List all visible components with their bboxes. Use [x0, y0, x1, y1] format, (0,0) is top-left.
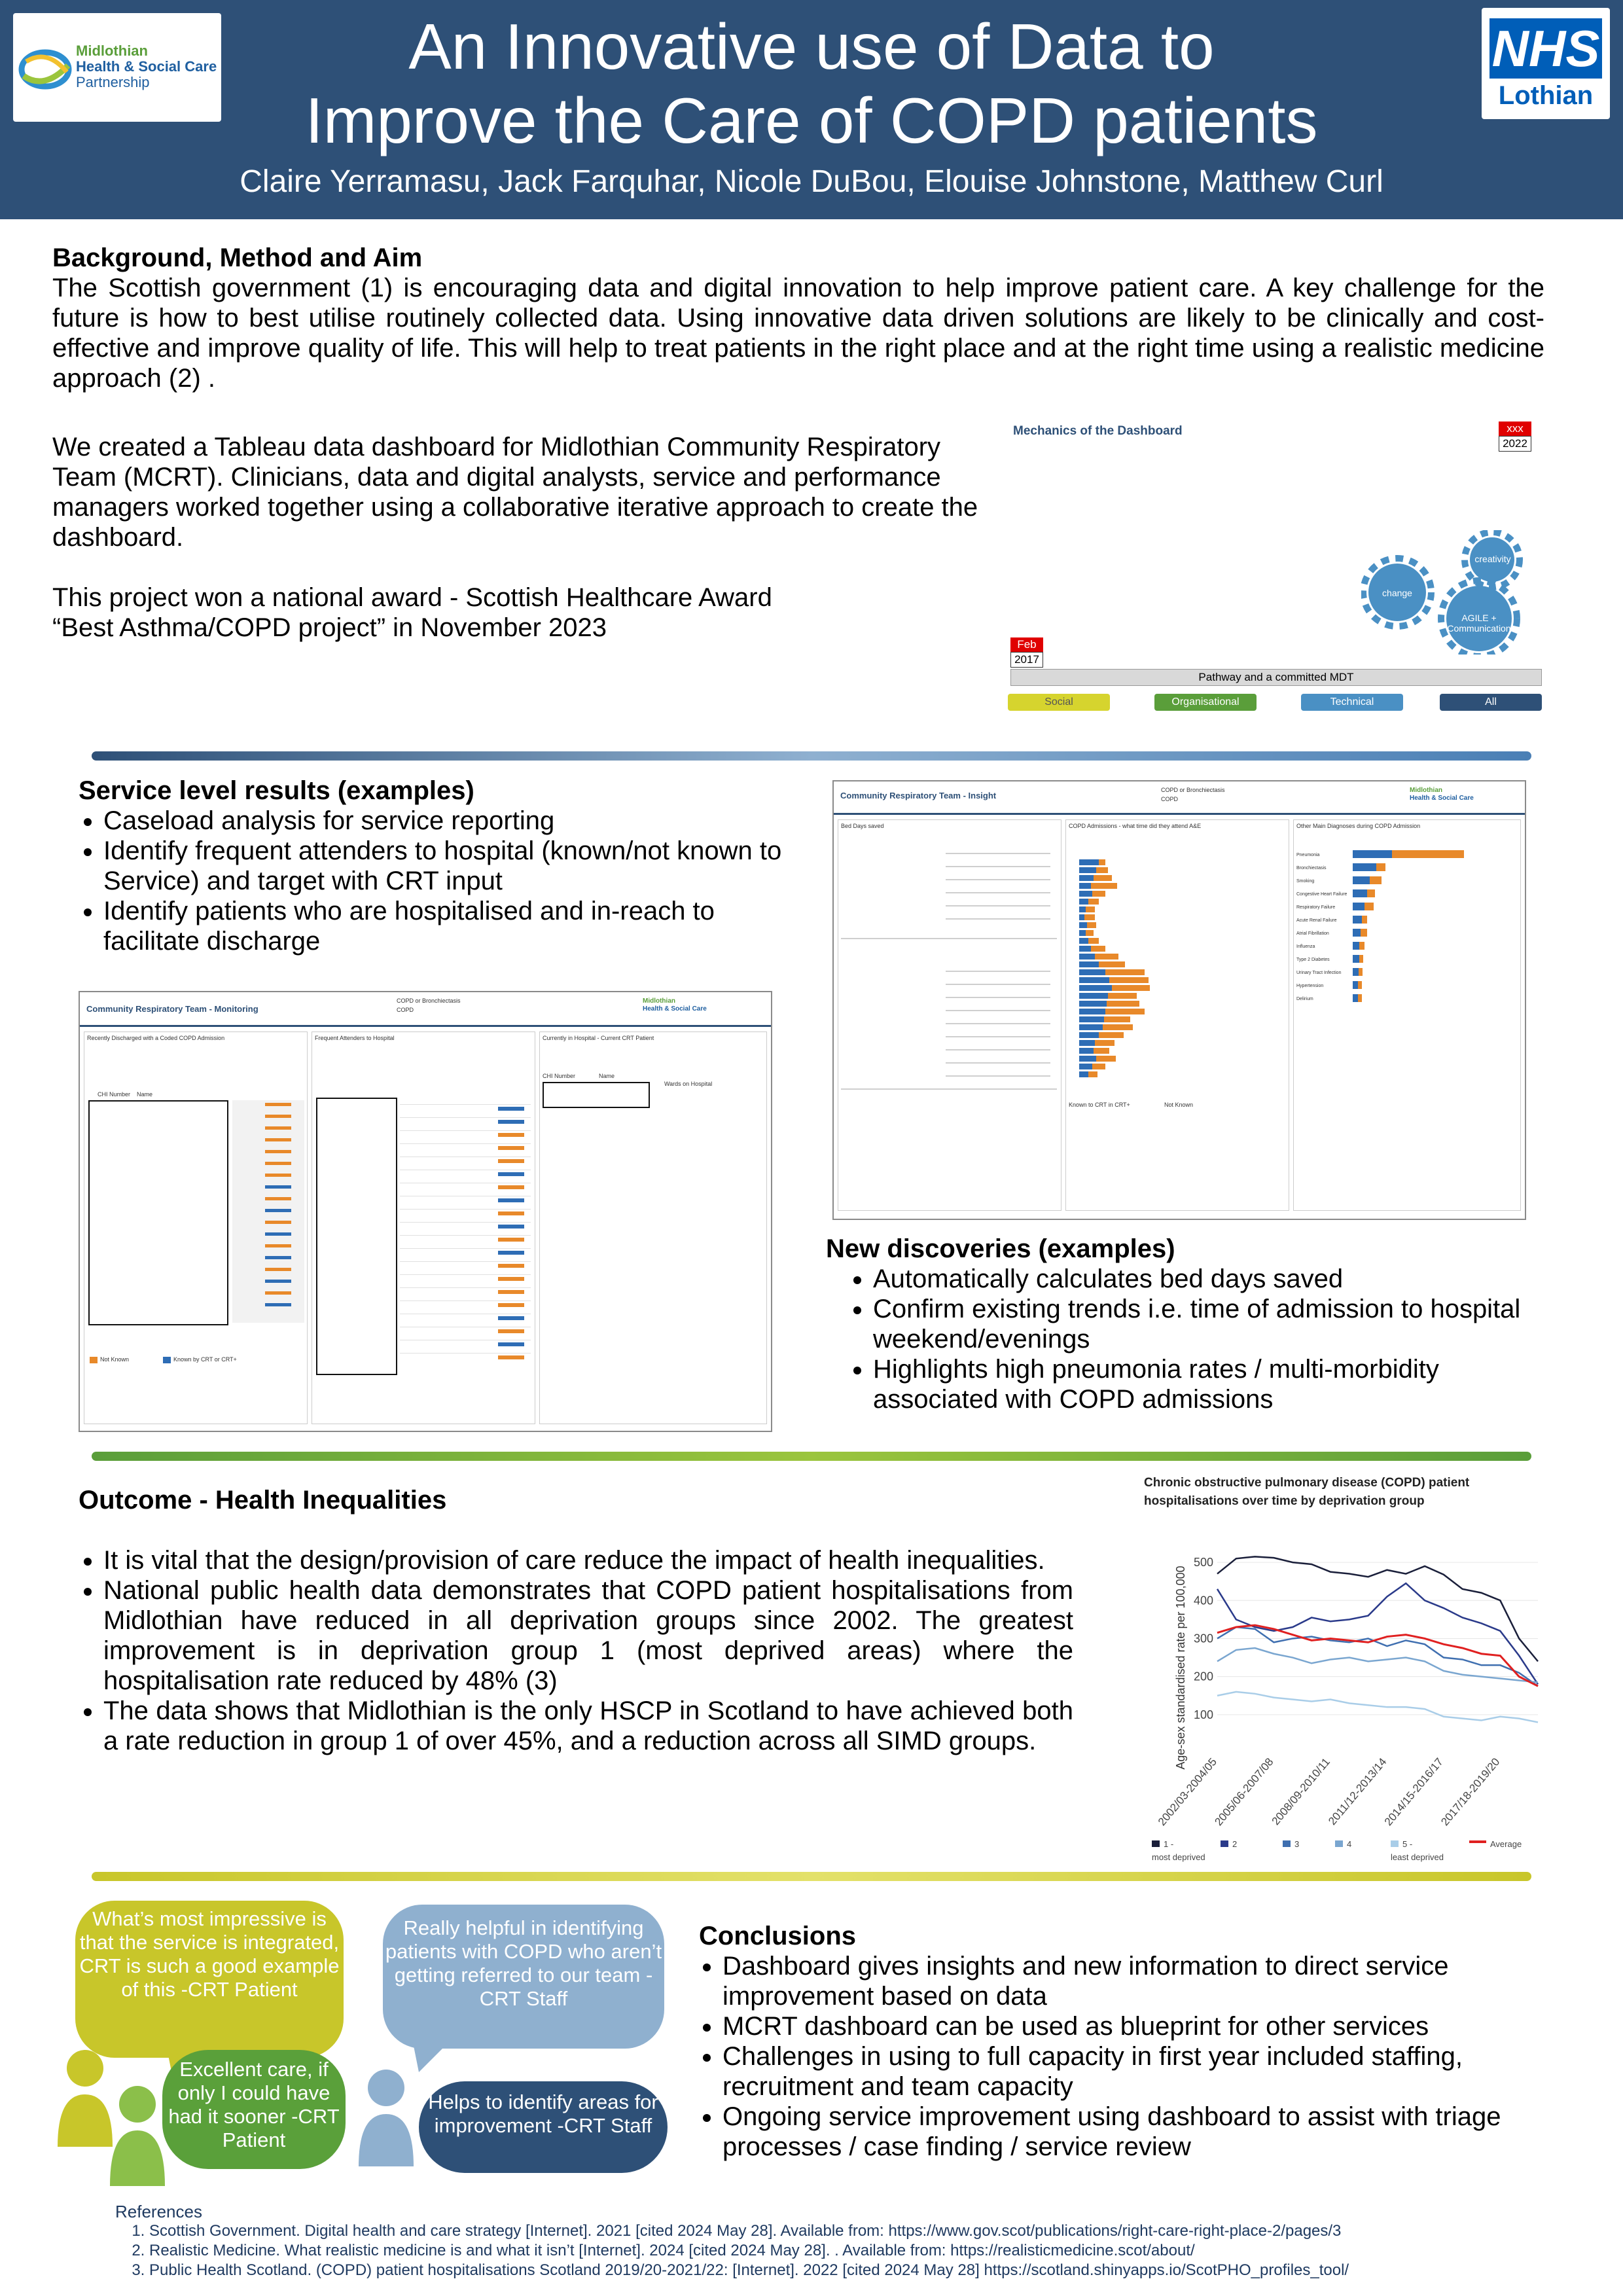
partnership-logo-line1: Midlothian	[76, 43, 148, 59]
bubble-tail	[412, 2039, 452, 2072]
list-item: • Dashboard gives insights and new information to direct service improvement based on data	[722, 1951, 1550, 2011]
panel-title: Currently in Hospital - Current CRT Patient	[543, 1035, 654, 1041]
insight-title: Community Respiratory Team - Insight	[840, 791, 997, 800]
panel-title: Bed Days saved	[841, 823, 884, 829]
panel-title: COPD Admissions - what time did they attend A&E	[1069, 823, 1202, 829]
list-item: Smoking	[1296, 879, 1315, 884]
current-col-name: Name	[599, 1073, 615, 1079]
panel-title: Frequent Attenders to Hospital	[315, 1035, 395, 1041]
chart-ytick-label: 400	[1193, 1594, 1213, 1607]
panel-title: Other Main Diagnoses during COPD Admission	[1296, 823, 1421, 829]
insight-logo-line1: Midlothian	[1410, 787, 1442, 794]
conclusions-heading: Conclusions	[699, 1922, 857, 1950]
list-item: Acute Renal Failure	[1296, 918, 1337, 923]
base-pathway: Pathway and a committed MDT	[1010, 669, 1542, 686]
admission-time-bars	[1079, 859, 1210, 1108]
chart-ytick-label: 200	[1193, 1670, 1213, 1683]
nhs-lothian-logo	[1482, 8, 1610, 119]
insight-dashboard	[832, 780, 1526, 1220]
ward-header: Wards on Hospital	[664, 1081, 713, 1087]
poster-title	[223, 10, 1400, 158]
partnership-logo-line2: Health & Social Care	[76, 58, 217, 75]
step-new-service: New MCRT (COPD) Service	[1065, 653, 1205, 665]
partnership-logo	[13, 13, 221, 122]
chart-xtick-label: 2008/09-2010/11	[1269, 1755, 1333, 1828]
legend-technical: Technical	[1301, 694, 1403, 711]
monitoring-logo	[643, 997, 741, 1021]
references-heading: References	[115, 2202, 202, 2221]
outcome-bullets	[79, 1545, 1073, 1756]
conclusions-section	[699, 1922, 1550, 2162]
bed-days-table-graphic	[841, 840, 1057, 1115]
step-technical-infrastructure: Technical Infrastructure	[1143, 608, 1258, 620]
chart-legend-label: 1 -	[1164, 1839, 1174, 1849]
diagnosis-labels	[1296, 849, 1349, 1006]
section-divider	[92, 751, 1531, 761]
start-year: 2017	[1010, 652, 1043, 668]
list-item: Influenza	[1296, 944, 1315, 949]
step-strong-leadership: Strong Leadership	[1231, 541, 1323, 554]
mechanics-title: Mechanics of the Dashboard	[1013, 424, 1183, 438]
list-item: • Identify frequent attenders to hospital (known/not known to Service) and target with CRT input	[103, 836, 812, 896]
service-heading: Service level results (examples)	[79, 776, 474, 805]
chart-xtick-label: 2005/06-2007/08	[1212, 1755, 1276, 1829]
gear-change: change	[1382, 588, 1412, 598]
chart-ytick-label: 500	[1193, 1556, 1213, 1570]
gear-agile: AGILE + Communication	[1447, 613, 1511, 634]
chart-legend-label: most deprived	[1152, 1852, 1205, 1862]
background-para3-line2: “Best Asthma/COPD project” in November 2023	[52, 613, 607, 642]
outcome-section	[79, 1486, 1073, 1756]
chart-legend-swatch	[1391, 1840, 1399, 1847]
service-bullets	[79, 806, 812, 956]
redacted-names-box	[88, 1100, 228, 1325]
monitoring-logo-line1: Midlothian	[643, 997, 675, 1005]
insight-legend2: Not Known	[1164, 1102, 1194, 1108]
monitoring-legend2: Known by CRT or CRT+	[173, 1356, 237, 1363]
references-list	[115, 2221, 1607, 2280]
nhs-logo-sub: Lothian	[1498, 81, 1594, 110]
insight-filter: COPD or Bronchiectasis	[1161, 787, 1225, 793]
insight-filter-value: COPD	[1161, 796, 1179, 802]
monitoring-logo-line2: Health & Social Care	[643, 1005, 707, 1013]
conclusions-bullets	[699, 1951, 1550, 2162]
list-item: Hypertension	[1296, 984, 1324, 988]
frequent-attenders-rows	[400, 1098, 531, 1372]
monitoring-legend1: Not Known	[100, 1356, 130, 1363]
chart-legend-swatch	[1152, 1840, 1160, 1847]
chart-xtick-label: 2017/18-2019/20	[1438, 1755, 1503, 1829]
end-year: 2022	[1499, 436, 1531, 452]
chart-title: Chronic obstructive pulmonary disease (COPD) patient hospitalisations over time by deprivation group	[1144, 1476, 1470, 1508]
chart-legend-swatch	[1221, 1840, 1228, 1847]
mechanics-diagram	[1008, 419, 1544, 720]
deprivation-chart	[1139, 1471, 1544, 1877]
method-section	[52, 432, 988, 643]
partnership-logo-icon	[18, 46, 72, 93]
list-item: Bronchiectasis	[1296, 866, 1327, 870]
chart-legend-label: 4	[1347, 1839, 1352, 1849]
insight-panel-beddays	[838, 819, 1061, 1211]
background-heading: Background, Method and Aim	[52, 243, 423, 272]
chart-legend-label: 2	[1232, 1839, 1238, 1849]
quote-bubble-staff2: Helps to identify areas for improvement -CRT Staff	[419, 2081, 668, 2173]
chart-ytick-label: 300	[1193, 1632, 1213, 1645]
list-item: Respiratory Failure	[1296, 905, 1336, 910]
legend-organisational: Organisational	[1154, 694, 1257, 711]
list-item: Congestive Heart Failure	[1296, 892, 1347, 897]
legend-swatch	[90, 1357, 98, 1363]
list-item: 1. Scottish Government. Digital health and care strategy [Internet]. 2021 [cited 2024 May 28]. Available from: https://www.gov.scot/publications/right-care-right-place-2/pages/3	[149, 2221, 1607, 2241]
current-col-chi: CHI Number	[543, 1073, 576, 1079]
col-name: Name	[137, 1091, 153, 1098]
insight-legend1: Known to CRT in CRT+	[1069, 1102, 1130, 1108]
list-item: Delirium	[1296, 997, 1313, 1001]
redacted-names-box	[543, 1082, 650, 1108]
legend-social: Social	[1008, 694, 1110, 711]
chart-xtick-label: 2014/15-2016/17	[1382, 1755, 1446, 1829]
step-dedicated-staff: Dedicated Staff	[1128, 630, 1204, 643]
service-section	[79, 776, 812, 956]
list-item: Urinary Tract Infection	[1296, 971, 1342, 975]
section-divider	[92, 1872, 1531, 1881]
poster-authors: Claire Yerramasu, Jack Farquhar, Nicole DuBou, Elouise Johnstone, Matthew Curl	[240, 164, 1383, 199]
list-item: • The data shows that Midlothian is the only HSCP in Scotland to have achieved both a rate reduction in group 1 of over 45%, and a reduction across all SIMD groups.	[103, 1696, 1073, 1756]
section-divider	[92, 1452, 1531, 1461]
chart-legend-label: 3	[1294, 1839, 1300, 1849]
col-chi: CHI Number	[98, 1091, 131, 1098]
monitoring-panel-discharged	[84, 1031, 308, 1424]
chart-legend-label: least deprived	[1391, 1852, 1444, 1862]
monitoring-filter: COPD or Bronchiectasis	[397, 997, 461, 1004]
chart-series-line	[1217, 1583, 1538, 1684]
list-item: 3. Public Health Scotland. (COPD) patient hospitalisations Scotland 2019/20-2021/22: [Internet]. 2022 [cited 2024 May 28] https://scotland.shinyapps.io/ScotPHO_profiles_tool/	[149, 2261, 1607, 2280]
monitoring-title: Community Respiratory Team - Monitoring	[86, 1004, 259, 1014]
list-item: • It is vital that the design/provision of care reduce the impact of health inequalities.	[103, 1545, 1073, 1575]
chart-series-line	[1217, 1556, 1538, 1661]
background-para3-line1: This project won a national award - Scottish Healthcare Award	[52, 583, 772, 612]
step-informatics: Informatics	[1334, 472, 1389, 484]
discharge-dates-column	[232, 1100, 304, 1323]
chart-ylabel: Age-sex standardised rate per 100,000	[1174, 1566, 1187, 1770]
chart-series-line	[1217, 1692, 1538, 1723]
list-item: • MCRT dashboard can be used as blueprint for other services	[722, 2011, 1550, 2041]
step-analytics: Analytics	[1368, 448, 1414, 461]
chart-xtick-label: 2002/03-2004/05	[1155, 1755, 1220, 1829]
insight-panel-diagnoses	[1293, 819, 1521, 1211]
step-focus-on-impact: Focus on Impact	[1183, 586, 1265, 598]
monitoring-panel-frequent	[312, 1031, 535, 1424]
step-early-wins: Early Wins - Promotion	[1251, 519, 1364, 531]
quote-bubble-patient1: What’s most impressive is that the service is integrated, CRT is such a good example of this -CRT Patient	[75, 1901, 344, 2058]
quote-bubble-patient2: Excellent care, if only I could have had it sooner -CRT Patient	[162, 2050, 346, 2169]
list-item: • Confirm existing trends i.e. time of admission to hospital weekend/evenings	[873, 1294, 1533, 1354]
list-item: 2. Realistic Medicine. What realistic medicine is and what it isn’t [Internet]. 2024 [cited 2024 May 28]. . Available from: https://realisticmedicine.scot/about/	[149, 2241, 1607, 2261]
background-section	[52, 243, 1544, 393]
step-education: Education & Development	[1349, 425, 1478, 437]
list-item: • Challenges in using to full capacity in first year included staffing, recruitment and team capacity	[722, 2041, 1550, 2102]
outcome-heading: Outcome - Health Inequalities	[79, 1486, 447, 1515]
list-item: Pneumonia	[1296, 853, 1320, 857]
references-section	[115, 2202, 1607, 2280]
panel-title: Recently Discharged with a Coded COPD Admission	[87, 1035, 225, 1041]
list-item: • National public health data demonstrates that COPD patient hospitalisations from Midlothian have reduced in all deprivation groups since 2002. The greatest improvement is in deprivation group 1 (most deprived areas) where the hospitalisation rate reduced by 48% (3)	[103, 1575, 1073, 1696]
monitoring-panel-current	[539, 1031, 767, 1424]
step-strategic-support: Strategic Support	[1211, 564, 1297, 576]
chart-legend-label: 5 -	[1402, 1839, 1413, 1849]
gear-creativity: creativity	[1474, 554, 1511, 564]
monitoring-filter-value: COPD	[397, 1007, 414, 1013]
start-month: Feb	[1010, 637, 1043, 652]
list-item: Atrial Fibrillation	[1296, 931, 1329, 936]
poster-title-line2: Improve the Care of COPD patients	[305, 84, 1318, 156]
insight-logo	[1410, 787, 1495, 810]
step-organisational-space: Organisational 'Space'	[1277, 495, 1388, 508]
chart-plot	[1139, 1517, 1544, 1877]
list-item: • Highlights high pneumonia rates / multi-morbidity associated with COPD admissions	[873, 1354, 1533, 1414]
discoveries-section	[826, 1234, 1533, 1414]
list-item: • Ongoing service improvement using dashboard to assist with triage processes / case finding / service review	[722, 2102, 1550, 2162]
diagnosis-bars	[1353, 850, 1516, 1125]
legend-swatch	[163, 1357, 171, 1363]
discoveries-bullets	[826, 1264, 1533, 1414]
insight-logo-line2: Health & Social Care	[1410, 795, 1474, 802]
list-item: • Identify patients who are hospitalised and in-reach to facilitate discharge	[103, 896, 812, 956]
list-item: Type 2 Diabetes	[1296, 958, 1330, 962]
quote-bubble-staff1: Really helpful in identifying patients with COPD who aren’t getting referred to our team -CRT Staff	[383, 1905, 664, 2049]
chart-legend-label: Average	[1490, 1839, 1522, 1849]
insight-panel-admissions	[1065, 819, 1289, 1211]
chart-legend-swatch	[1469, 1840, 1486, 1843]
chart-xtick-label: 2011/12-2013/14	[1326, 1755, 1389, 1828]
list-item: • Automatically calculates bed days saved	[873, 1264, 1533, 1294]
poster-title-line1: An Innovative use of Data to	[408, 10, 1215, 82]
monitoring-dashboard	[79, 991, 772, 1432]
background-para1: The Scottish government (1) is encouraging data and digital innovation to help improve patient care. A key challenge for the future is how to best utilise routinely collected data. Using innovative data driven solutions are likely to be clinically and cost-effective and improve quality of life. This will help to treat patients in the right place and at the right time using a realistic medicine approach (2) .	[52, 274, 1544, 393]
list-item: • Caseload analysis for service reporting	[103, 806, 812, 836]
partnership-logo-line3: Partnership	[76, 74, 150, 90]
discoveries-heading: New discoveries (examples)	[826, 1234, 1175, 1263]
nhs-logo-text: NHS	[1489, 18, 1602, 79]
end-month: xxx	[1499, 422, 1531, 436]
chart-legend-swatch	[1283, 1840, 1291, 1847]
chart-legend-swatch	[1335, 1840, 1343, 1847]
chart-ytick-label: 100	[1193, 1708, 1213, 1721]
redacted-names-box	[316, 1098, 397, 1375]
legend-all: All	[1440, 694, 1542, 711]
background-para2: We created a Tableau data dashboard for Midlothian Community Respiratory Team (MCRT). Clinicians, data and digital analysts, service and performance managers worked together using a collaborative iterative approach to create the dashboard.	[52, 433, 978, 552]
